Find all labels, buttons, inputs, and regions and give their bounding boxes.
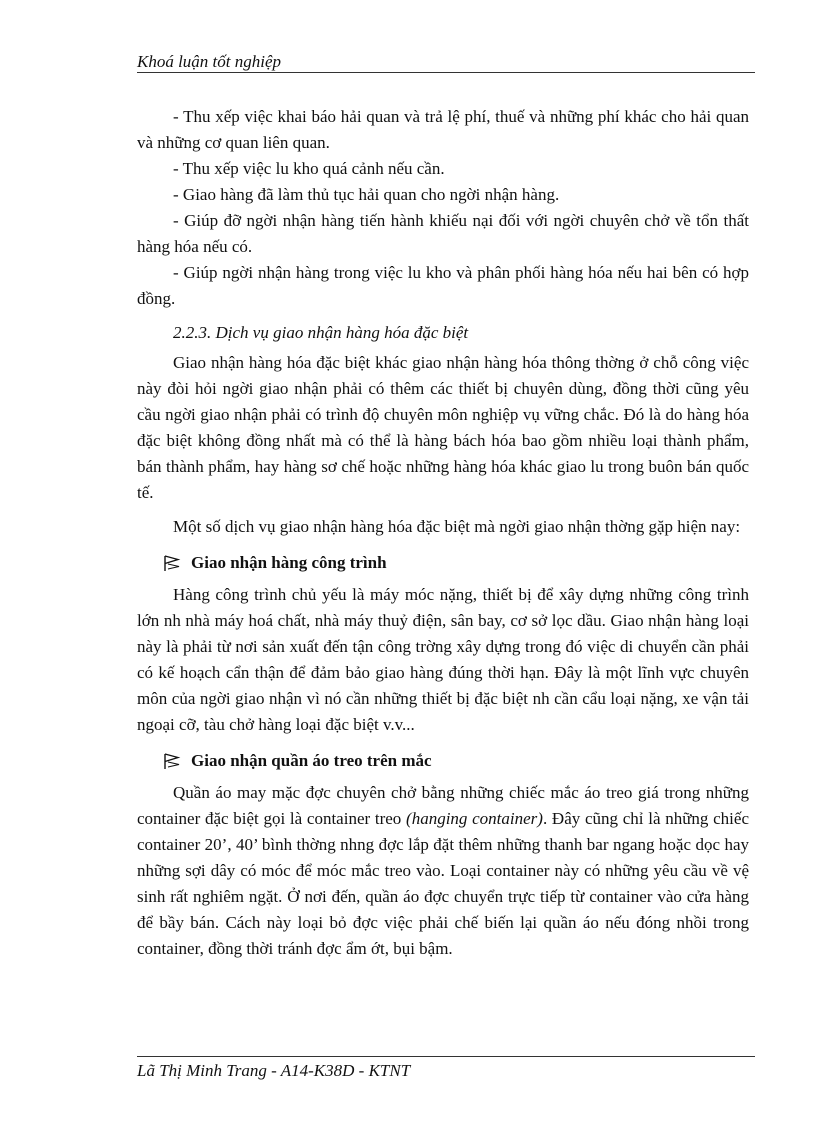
list-paragraph-2: - Thu xếp việc lu kho quá cảnh nếu cần.	[173, 159, 445, 178]
section-paragraph-1: Giao nhận hàng hóa đặc biệt khác giao nhận hàng hóa thông thờng ở chỗ công việc này đòi hỏi ngời giao nhận phải có thêm các thiết bị chuyên dùng, đồng thời cũng yêu cầu ngời giao nhận phải có trình độ chuyên môn nghiệp vụ vững chắc. Đó là do hàng hóa đặc biệt không đồng nhất mà có thể là hàng bách hóa bao gồm nhiều loại thành phẩm, bán thành phẩm, hay hàng sơ chế hoặc những hàng hóa khác giao lu trong buôn bán quốc tế.	[137, 353, 749, 502]
item-heading-1	[137, 550, 749, 576]
flag-icon	[163, 752, 181, 770]
item-paragraph-2-pre: Quần áo may mặc đợc chuyên chở bằng những chiếc mắc áo treo giá trong những container đặc biệt gọi là container treo	[137, 783, 749, 828]
page-header	[137, 52, 755, 73]
list-paragraph-1: - Thu xếp việc khai báo hải quan và trả lệ phí, thuế và những phí khác cho hải quan và những cơ quan liên quan.	[137, 107, 749, 152]
footer-text: Lã Thị Minh Trang - A14-K38D - KTNT	[137, 1061, 411, 1080]
item-paragraph-1: Hàng công trình chủ yếu là máy móc nặng, thiết bị để xây dựng những công trình lớn nh nhà máy hoá chất, nhà máy thuỷ điện, sân bay, cơ sở lọc dầu. Giao nhận hàng loại này là phải từ nơi sản xuất đến tận công trờng xây dựng trong đó việc di chuyển cần phải có kế hoạch cẩn thận để đảm bảo giao hàng đúng thời hạn. Đây là một lĩnh vực chuyên môn của ngời giao nhận vì nó cần những thiết bị đặc biệt nh cần cẩu loại nặng, xe vận tải ngoại cỡ, tàu chở hàng loại đặc biệt v.v...	[137, 585, 749, 734]
item-paragraph-2-italic: (hanging container)	[406, 809, 543, 828]
item-paragraph-2-post: . Đây cũng chỉ là những chiếc container 20’, 40’ bình thờng nhng đợc lắp đặt thêm những thanh bar ngang hoặc dọc hay những sợi dây có móc để móc mắc treo vào. Loại container này có những yêu cầu về vệ sinh rất nghiêm ngặt. Ở nơi đến, quần áo đợc chuyển trực tiếp từ container vào cửa hàng để bầy bán. Cách này loại bỏ đợc việc phải chế biến lại quần áo nếu đóng nhồi trong container, đồng thời tránh đợc ẩm ớt, bụi bậm.	[137, 809, 749, 958]
header-title: Khoá luận tốt nghiệp	[137, 52, 282, 71]
list-paragraph-3: - Giao hàng đã làm thủ tục hải quan cho ngời nhận hàng.	[173, 185, 560, 204]
item-heading-2	[137, 748, 749, 774]
item-heading-1-text: Giao nhận hàng công trình	[191, 553, 387, 572]
item-heading-2-text: Giao nhận quần áo treo trên mắc	[191, 751, 432, 770]
section-heading: 2.2.3. Dịch vụ giao nhận hàng hóa đặc biệt	[173, 323, 469, 342]
flag-icon	[163, 554, 181, 572]
page-footer	[137, 1056, 755, 1081]
item-paragraph-2	[137, 780, 749, 962]
list-paragraph-4: - Giúp đỡ ngời nhận hàng tiến hành khiếu nại đối với ngời chuyên chở về tổn thất hàng hóa nếu có.	[137, 211, 749, 256]
document-body	[137, 104, 749, 962]
list-paragraph-5: - Giúp ngời nhận hàng trong việc lu kho và phân phối hàng hóa nếu hai bên có hợp đồng.	[137, 263, 749, 308]
section-paragraph-2: Một số dịch vụ giao nhận hàng hóa đặc biệt mà ngời giao nhận thờng gặp hiện nay:	[173, 517, 741, 536]
